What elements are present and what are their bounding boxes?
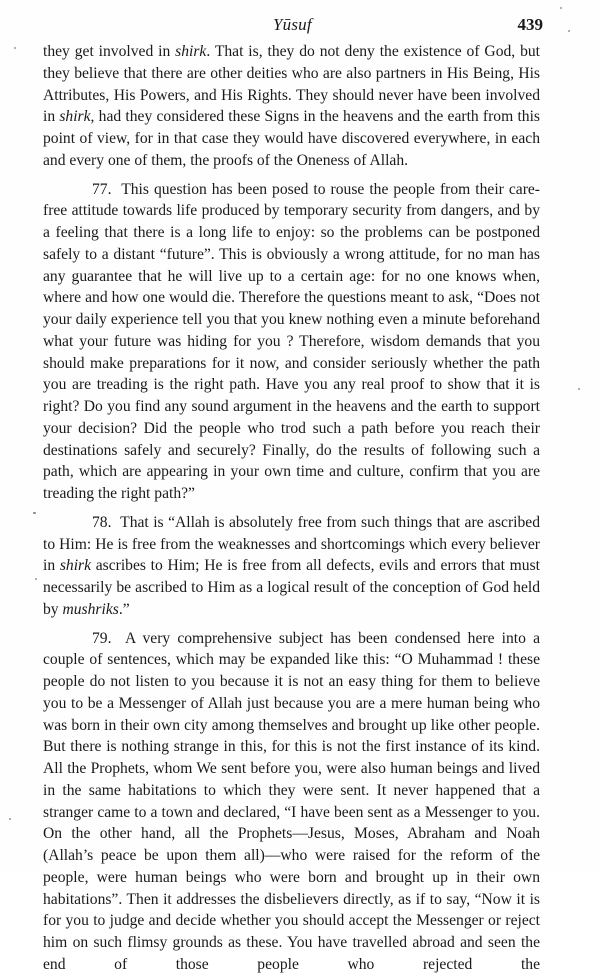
scan-speck — [568, 30, 570, 32]
scan-speck — [14, 47, 16, 49]
italic-term: shirk — [59, 108, 91, 126]
running-header — [43, 15, 543, 39]
paragraph-continuation — [43, 41, 540, 172]
text-segment: A very comprehensive subject has been condensed here into a couple of sentences, which may be expanded like this: “O Muhammad ! these people do not listen to you because it is not an easy thing for them to believe you to be a Messenger of Allah just because you are a mere human being who was born in their own city among themselves and brought up like other people. But there is nothing strange in this, for this is not the first instance of its kind. All the Prophets, whom We sent before you, were also human beings and lived in the same habitations to which they were sent. It never happened that a stranger came to a town and declared, “I have been sent as a Messenger to you. On the other hand, all the Prophets—Jesus, Moses, Abraham and Noah (Allah’s peace be upon them all)—who were raised for the reform of the people, were human beings who were born and brought up in their own habitations”. Then it addresses the disbelievers directly, as if to say, “Now it is for you to judge and decide whether you should accept the Messenger or reject him on such flimsy grounds as these. You have travelled abroad and seen the end of those people who rejected the — [43, 629, 540, 973]
margin-mark — [33, 512, 36, 514]
text-segment: This question has been posed to rouse the people from their care-free attitude towards life produced by temporary security from dangers, and by a feeling that there is a long life to enjoy: so the problems can be postponed safely to a distant “future”. This is obviously a wrong attitude, for no man has any guarantee that he will live up to a certain age: for no one knows when, where and how one would die. Therefore the questions meant to ask, “Does not your daily experience tell you that you knew nothing even a minute beforehand what your future was hiding for you ? Therefore, wisdom demands that you should make preparations for it now, and consider seriously whether the path you are treading is the right path. Have you any real proof to show that it is right? Do you find any sound argument in the heavens and the earth to support your decision? Did the people who trod such a path before you reach their destinations safely and securely? Finally, do the results of following such a path, which are appearing in your own time and culture, confirm that you are treading the right path?” — [43, 180, 540, 502]
text-segment: . That is, they do not deny the existence of God, but they believe that there are other deities who are also partners in His Being, His Attributes, His Powers, and His Rights. They should never have been involved in — [43, 43, 540, 126]
page-number: 439 — [517, 15, 543, 34]
text-segment: That is “Allah is absolutely free from such things that are ascribed to Him: He is free from the weaknesses and shortcomings which every believer in — [43, 513, 541, 575]
text-segment: , had they considered these Signs in the heavens and the earth from this point of view, for in that case they would have discovered everywhere, in each and every one of them, the proofs of the Oneness of Allah. — [43, 108, 540, 169]
running-title: Yūsuf — [273, 15, 312, 34]
italic-term: mushriks — [62, 600, 119, 618]
text-segment: they get involved in — [43, 43, 176, 60]
note-number: 79. — [92, 629, 112, 647]
scan-speck — [35, 578, 37, 580]
text-segment: ascribes to Him; He is free from all defects, evils and errors that must necessarily be ascribed to Him as a logical result of the conception of God held by — [43, 557, 540, 618]
scan-speck — [578, 388, 580, 390]
scan-speck — [9, 818, 11, 820]
note-number: 77. — [92, 180, 112, 198]
note-number: 78. — [92, 513, 112, 531]
paragraph-note-78 — [43, 512, 540, 621]
scan-speck — [560, 7, 562, 9]
paragraph-note-77 — [43, 179, 540, 505]
paragraph-note-79 — [43, 628, 540, 976]
text-segment: .” — [118, 600, 130, 618]
italic-term: shirk — [175, 43, 207, 60]
body-text — [43, 41, 540, 976]
italic-term: shirk — [59, 557, 92, 575]
